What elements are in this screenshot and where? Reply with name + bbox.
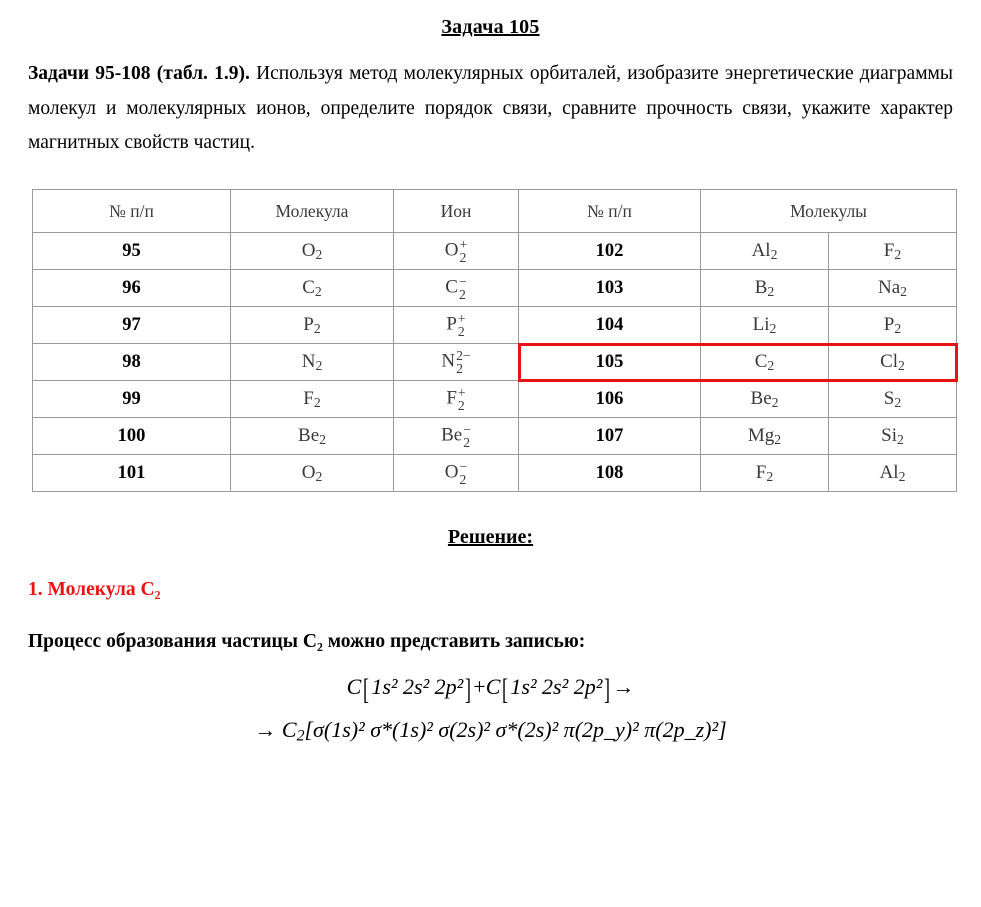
formula-arrow-1: → xyxy=(612,674,635,700)
formula-config-2: 1s² 2s² 2p² xyxy=(510,674,603,700)
cell-ion: O + 2 xyxy=(394,233,519,270)
cell-num1: 100 xyxy=(33,418,231,455)
cell-num2: 104 xyxy=(519,307,701,344)
page-title: Задача 105 xyxy=(441,16,540,38)
cell-num1: 99 xyxy=(33,381,231,418)
cell-molecule-b: $P_2$ xyxy=(829,307,957,344)
cell-num2: 103 xyxy=(519,270,701,307)
table-row xyxy=(33,455,957,492)
bracket-open-1: [ xyxy=(363,673,370,707)
column-header-num2: № п/п xyxy=(519,190,701,233)
formula-product: C xyxy=(281,717,297,743)
formula-atom-1: C xyxy=(346,674,362,700)
intro-text: Используя метод молекулярных орбиталей, изобразите энергетические диаграммы молекул и молекулярных ионов, определите порядок связи, сравните прочность связи, укажите характер магнитных свойств частиц. xyxy=(28,63,953,154)
intro-paragraph xyxy=(28,57,953,161)
cell-molecule: $N_2$ xyxy=(231,344,394,381)
solution-heading: Решение: xyxy=(447,526,534,549)
cell-molecule-a: $Li_2$ xyxy=(701,307,829,344)
cell-num1: 97 xyxy=(33,307,231,344)
cell-molecule-b: $Si_2$ xyxy=(829,418,957,455)
cell-ion: C − 2 xyxy=(394,270,519,307)
cell-molecule-b: $Na_2$ xyxy=(829,270,957,307)
cell-molecule: $P_2$ xyxy=(231,307,394,344)
cell-num2: 105 xyxy=(519,344,701,381)
bracket-open-2: [ xyxy=(502,673,509,707)
section-heading-molecule: 1. Молекула С₂ xyxy=(28,579,161,601)
table-row xyxy=(33,270,957,307)
column-header-num1: № п/п xyxy=(33,190,231,233)
cell-num2: 108 xyxy=(519,455,701,492)
table-row xyxy=(33,307,957,344)
cell-molecule-a: $Be_2$ xyxy=(701,381,829,418)
cell-num1: 95 xyxy=(33,233,231,270)
cell-molecule-a: $C_2$ xyxy=(701,344,829,381)
cell-molecule: $F_2$ xyxy=(231,381,394,418)
cell-ion: N 2− 2 xyxy=(394,344,519,381)
cell-ion: P + 2 xyxy=(394,307,519,344)
cell-molecule: $C_2$ xyxy=(231,270,394,307)
formula-arrow-2: → xyxy=(254,717,277,743)
cell-molecule-a: $B_2$ xyxy=(701,270,829,307)
cell-molecule: $Be_2$ xyxy=(231,418,394,455)
cell-num2: 102 xyxy=(519,233,701,270)
process-description: Процесс образования частицы С₂ можно представить записью: xyxy=(28,631,586,653)
bracket-close-1: ] xyxy=(465,673,472,707)
cell-molecule: $O_2$ xyxy=(231,233,394,270)
bracket-close-3: ] xyxy=(718,717,727,743)
cell-num2: 106 xyxy=(519,381,701,418)
task-table-wrapper xyxy=(32,189,949,492)
formula-plus: + xyxy=(473,674,486,700)
cell-molecule-a: $F_2$ xyxy=(701,455,829,492)
column-header-molecules: Молекулы xyxy=(701,190,957,233)
formula-product-sub: 2 xyxy=(296,727,305,745)
bracket-open-3: [ xyxy=(304,717,314,743)
cell-molecule-b: $Al_2$ xyxy=(829,455,957,492)
formula-line-1 xyxy=(28,673,953,707)
cell-molecule-a: $Al_2$ xyxy=(701,233,829,270)
cell-ion: Be − 2 xyxy=(394,418,519,455)
formula-config-1: 1s² 2s² 2p² xyxy=(371,674,464,700)
cell-num1: 101 xyxy=(33,455,231,492)
table-header-row xyxy=(33,190,957,233)
table-row xyxy=(33,418,957,455)
table-row xyxy=(33,381,957,418)
bracket-close-2: ] xyxy=(604,673,611,707)
cell-num1: 96 xyxy=(33,270,231,307)
cell-molecule-a: $Mg_2$ xyxy=(701,418,829,455)
cell-molecule-b: $F_2$ xyxy=(829,233,957,270)
table-row xyxy=(33,233,957,270)
task-table xyxy=(32,189,957,492)
cell-molecule: $O_2$ xyxy=(231,455,394,492)
cell-ion: F + 2 xyxy=(394,381,519,418)
cell-molecule-b: $S_2$ xyxy=(829,381,957,418)
table-row-highlighted xyxy=(33,344,957,381)
intro-lead: Задачи 95-108 (табл. 1.9). xyxy=(28,63,250,84)
formula-line-2 xyxy=(28,717,953,745)
cell-molecule-b: $Cl_2$ xyxy=(829,344,957,381)
column-header-ion: Ион xyxy=(394,190,519,233)
cell-num2: 107 xyxy=(519,418,701,455)
column-header-molecule: Молекула xyxy=(231,190,394,233)
cell-num1: 98 xyxy=(33,344,231,381)
cell-ion: O − 2 xyxy=(394,455,519,492)
formula-atom-2: C xyxy=(485,674,501,700)
formula-config-3: σ(1s)² σ*(1s)² σ(2s)² σ*(2s)² π(2p_y)² π(2p_z)² xyxy=(313,717,719,743)
